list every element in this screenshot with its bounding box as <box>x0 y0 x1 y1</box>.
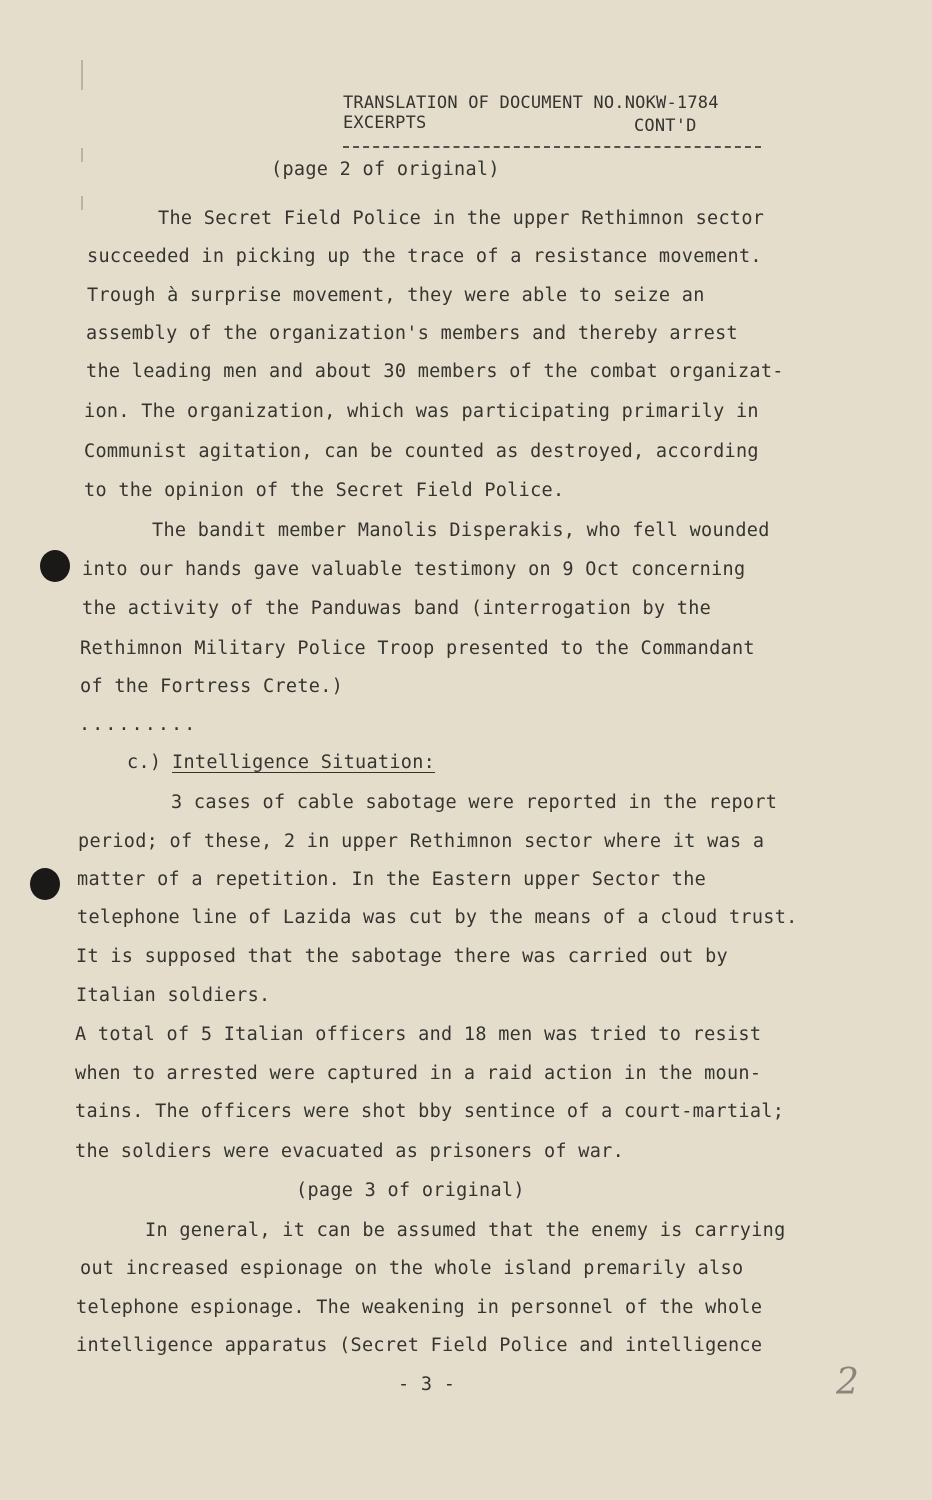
page-reference-2: (page 3 of original) <box>296 1180 525 1201</box>
document-title: TRANSLATION OF DOCUMENT NO.NOKW-1784 <box>343 93 719 113</box>
continued-label: CONT'D <box>634 116 697 136</box>
margin-mark <box>81 60 83 90</box>
text-line: when to arrested were captured in a raid action in the moun- <box>75 1063 762 1084</box>
text-line: Rethimnon Military Police Troop presented to the Commandant <box>80 638 755 659</box>
text-line: of the Fortress Crete.) <box>80 676 344 697</box>
text-line: the activity of the Panduwas band (interrogation by the <box>82 598 712 619</box>
text-line: Communist agitation, can be counted as destroyed, according <box>84 441 759 462</box>
text-line: succeeded in picking up the trace of a resistance movement. <box>87 246 762 267</box>
text-line: tains. The officers were shot bby sentince of a court-martial; <box>75 1101 785 1122</box>
margin-mark <box>81 196 83 210</box>
text-line: assembly of the organization's members and thereby arrest <box>86 323 738 344</box>
text-line: telephone line of Lazida was cut by the means of a cloud trust. <box>77 907 798 928</box>
text-line: ion. The organization, which was participating primarily in <box>84 401 759 422</box>
text-line: The bandit member Manolis Disperakis, who fell wounded <box>152 520 770 541</box>
ellipsis-line: ......... <box>79 714 198 735</box>
text-line: telephone espionage. The weakening in personnel of the whole <box>76 1297 763 1318</box>
text-line: out increased espionage on the whole island premarily also <box>80 1258 744 1279</box>
section-title: Intelligence Situation: <box>172 752 436 773</box>
text-line: matter of a repetition. In the Eastern upper Sector the <box>77 869 707 890</box>
document-subtitle: EXCERPTS <box>343 113 427 133</box>
header-divider <box>343 146 761 148</box>
text-line: Trough à surprise movement, they were able to seize an <box>87 285 705 306</box>
handwritten-mark: 2 <box>836 1362 859 1403</box>
page-reference-1: (page 2 of original) <box>271 159 500 180</box>
text-line: A total of 5 Italian officers and 18 men was tried to resist <box>75 1024 762 1045</box>
text-line: In general, it can be assumed that the enemy is carrying <box>145 1220 786 1241</box>
text-line: to the opinion of the Secret Field Police. <box>84 480 565 501</box>
text-line: intelligence apparatus (Secret Field Police and intelligence <box>76 1335 763 1356</box>
section-label: c.) <box>127 752 162 773</box>
text-line: The Secret Field Police in the upper Rethimnon sector <box>158 208 765 229</box>
text-line: It is supposed that the sabotage there was carried out by <box>76 946 728 967</box>
text-line: the leading men and about 30 members of the combat organizat- <box>86 361 784 382</box>
page-number: - 3 - <box>398 1374 456 1395</box>
margin-mark <box>81 148 83 162</box>
text-line: into our hands gave valuable testimony on 9 Oct concerning <box>82 559 746 580</box>
text-line: Italian soldiers. <box>76 985 271 1006</box>
text-line: the soldiers were evacuated as prisoners of war. <box>75 1141 625 1162</box>
punch-hole <box>40 550 70 582</box>
text-line: 3 cases of cable sabotage were reported in the report <box>171 792 778 813</box>
punch-hole <box>30 868 60 900</box>
text-line: period; of these, 2 in upper Rethimnon sector where it was a <box>78 831 765 852</box>
